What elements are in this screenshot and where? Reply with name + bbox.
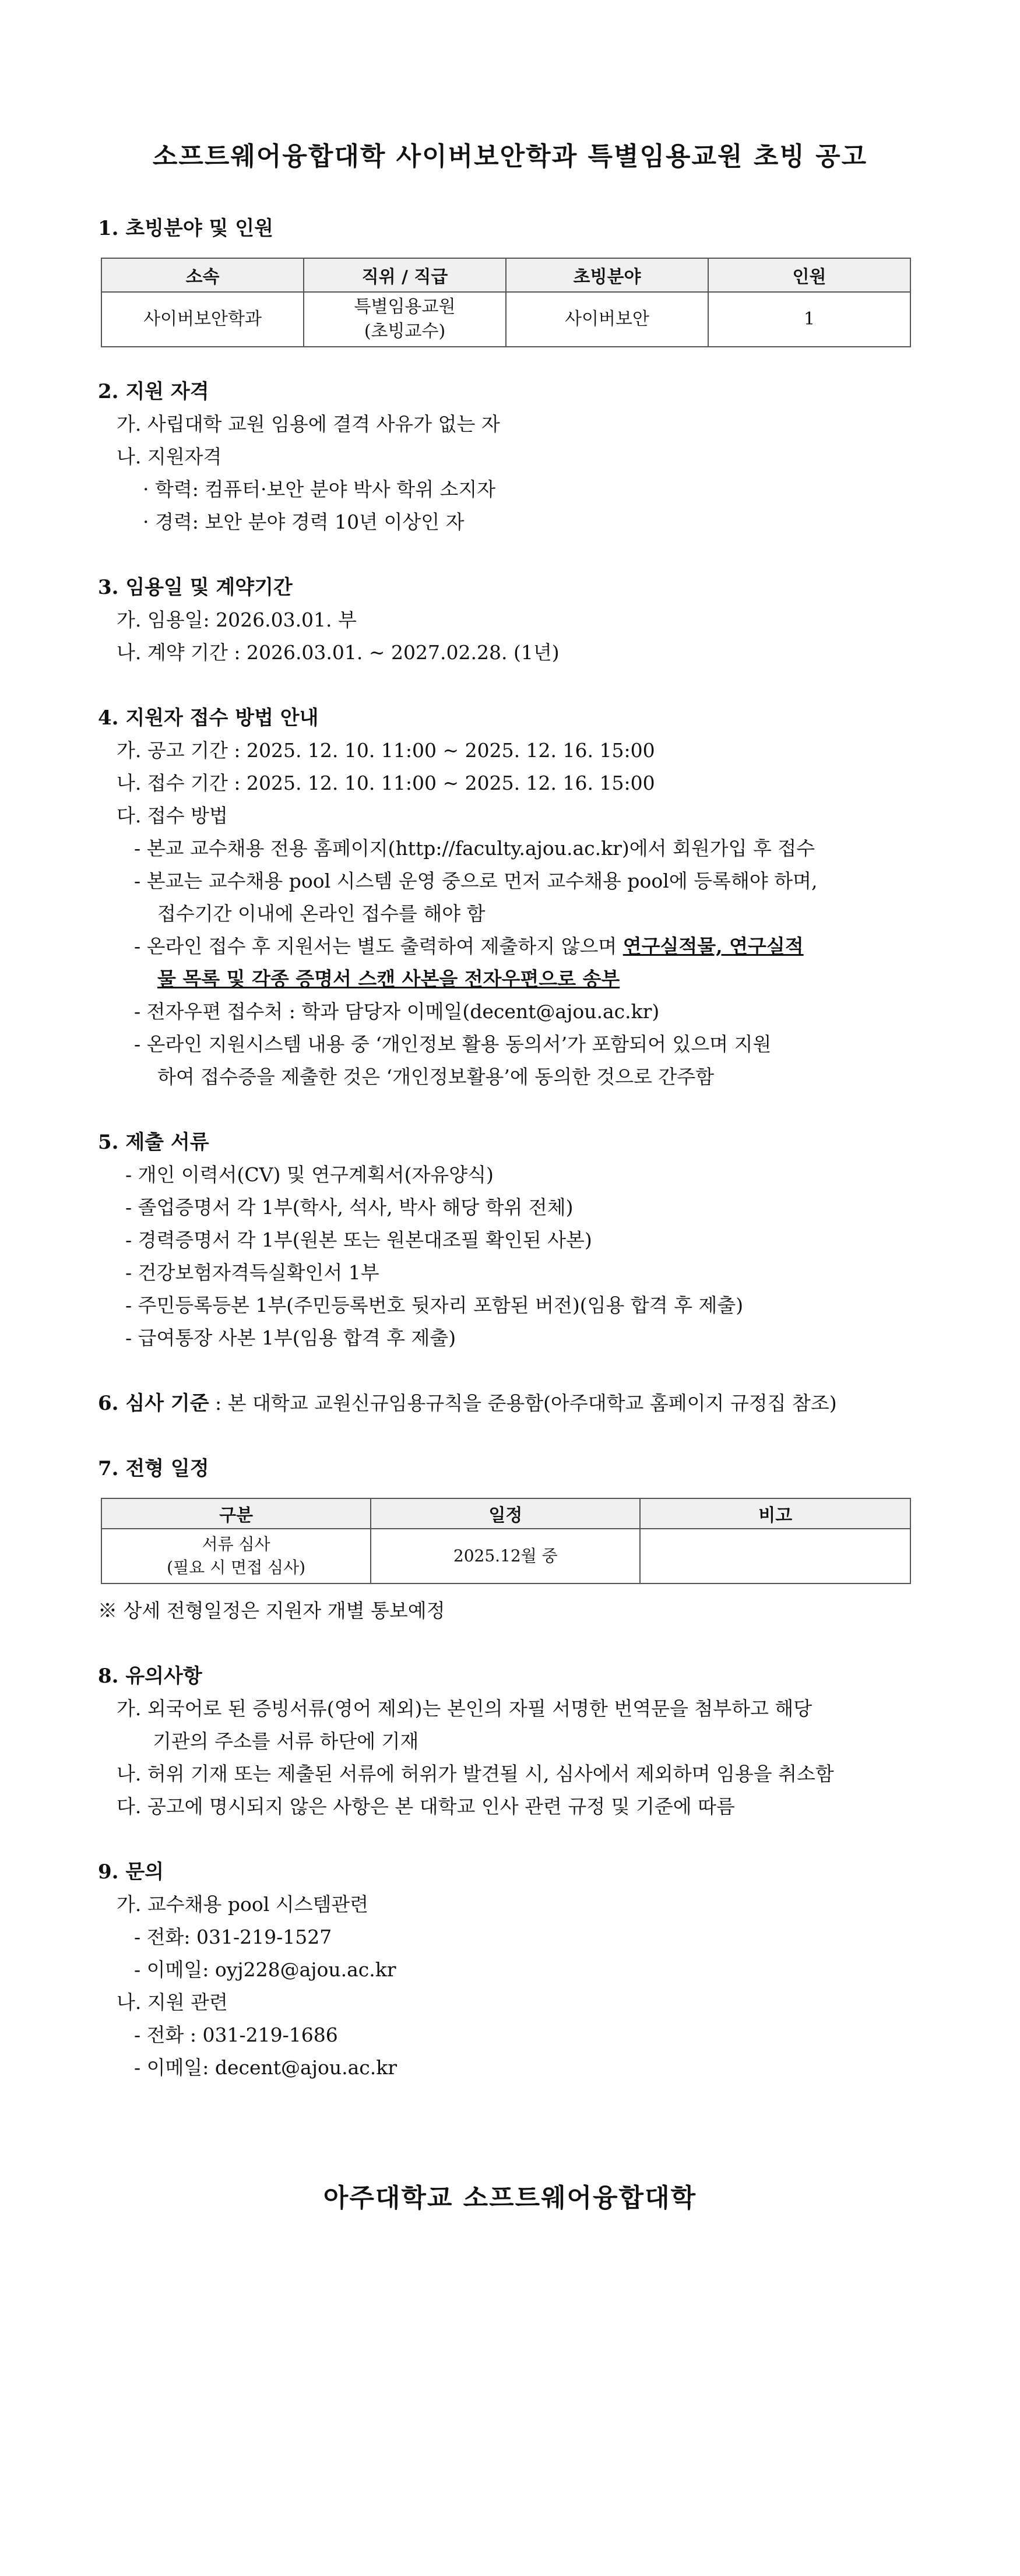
s3-item-b: 나. 계약 기간 : 2026.03.01. ~ 2027.02.28. (1년)	[117, 641, 560, 664]
section-9-heading: 9. 문의	[98, 1860, 164, 1884]
table-row	[101, 1529, 910, 1583]
s4-item-b: 나. 접수 기간 : 2025. 12. 10. 11:00 ~ 2025. 12. 16. 15:00	[117, 772, 655, 794]
s4-item-c5b: 하여 접수증을 제출한 것은 ‘개인정보활용’에 동의한 것으로 간주함	[157, 1065, 715, 1088]
s8-item-c: 다. 공고에 명시되지 않은 사항은 본 대학교 인사 관련 규정 및 기준에 따름	[117, 1795, 735, 1818]
s4-item-c4: - 전자우편 접수처 : 학과 담당자 이메일(decent@ajou.ac.kr)	[134, 1000, 660, 1023]
schedule-table	[101, 1498, 911, 1584]
s2-item-a: 가. 사립대학 교원 임용에 결격 사유가 없는 자	[117, 413, 500, 435]
cell-stage	[101, 1529, 371, 1583]
header-position: 직위 / 직급	[304, 258, 506, 292]
table-header-row	[101, 258, 910, 292]
s5-item: - 경력증명서 각 1부(원본 또는 원본대조필 확인된 사본)	[125, 1229, 592, 1251]
s5-item: - 급여통장 사본 1부(임용 합격 후 제출)	[125, 1326, 456, 1349]
page-title: 소프트웨어융합대학 사이버보안학과 특별임용교원 초빙 공고	[152, 142, 868, 171]
cell-stage-line2: (필요 시 면접 심사)	[167, 1558, 306, 1577]
header-count: 인원	[708, 258, 910, 292]
s4-item-c2b: 접수기간 이내에 온라인 접수를 해야 함	[157, 902, 486, 925]
header-date: 일정	[371, 1498, 640, 1529]
s9-item-b: 나. 지원 관련	[117, 1991, 228, 2014]
cell-stage-line1: 서류 심사	[202, 1535, 270, 1554]
s4-item-c3a-text: - 온라인 접수 후 지원서는 별도 출력하여 제출하지 않으며	[134, 935, 623, 958]
s4-item-c: 다. 접수 방법	[117, 804, 228, 827]
s4-item-c3a	[134, 935, 804, 958]
s9-item-b1: - 전화 : 031-219-1686	[134, 2024, 338, 2046]
cell-position-line2: (초빙교수)	[364, 321, 446, 342]
cell-note	[640, 1529, 910, 1583]
s4-item-c3a-emphasis: 연구실적물, 연구실적	[622, 935, 804, 958]
s2-item-b1: · 학력: 컴퓨터·보안 분야 박사 학위 소지자	[143, 478, 496, 501]
s4-item-c1: - 본교 교수채용 전용 홈페이지(http://faculty.ajou.ac.kr)에서 회원가입 후 접수	[134, 837, 815, 860]
section-5-heading: 5. 제출 서류	[98, 1131, 209, 1154]
s4-item-c3b: 물 목록 및 각종 증명서 스캔 사본을 전자우편으로 송부	[157, 967, 620, 990]
s5-item: - 건강보험자격득실확인서 1부	[125, 1261, 379, 1284]
section-3-heading: 3. 임용일 및 계약기간	[98, 576, 293, 599]
cell-date: 2025.12월 중	[371, 1529, 640, 1583]
header-stage: 구분	[101, 1498, 371, 1529]
s9-item-b2: - 이메일: decent@ajou.ac.kr	[134, 2056, 397, 2079]
section-6	[98, 1392, 837, 1415]
s4-item-c5a: - 온라인 지원시스템 내용 중 ‘개인정보 활용 동의서’가 포함되어 있으며 지원	[134, 1033, 772, 1055]
s5-item: - 개인 이력서(CV) 및 연구계획서(자유양식)	[125, 1163, 494, 1186]
recruitment-table	[101, 258, 911, 347]
section-8-heading: 8. 유의사항	[98, 1664, 202, 1688]
header-note: 비고	[640, 1498, 910, 1529]
s5-item: - 주민등록등본 1부(주민등록번호 뒷자리 포함된 버전)(임용 합격 후 제출)	[125, 1294, 744, 1317]
cell-position	[304, 292, 506, 347]
section-2-heading: 2. 지원 자격	[98, 380, 209, 403]
s8-item-b: 나. 허위 기재 또는 제출된 서류에 허위가 발견될 시, 심사에서 제외하며 임용을 취소함	[117, 1762, 834, 1785]
cell-position-line1: 특별임용교원	[354, 297, 456, 317]
s9-item-a: 가. 교수채용 pool 시스템관련	[117, 1893, 369, 1916]
s8-item-a1: 가. 외국어로 된 증빙서류(영어 제외)는 본인의 자필 서명한 번역문을 첨부하고 해당	[117, 1697, 813, 1720]
section-7-heading: 7. 전형 일정	[98, 1457, 209, 1480]
s8-item-a2: 기관의 주소를 서류 하단에 기재	[153, 1730, 419, 1752]
cell-dept: 사이버보안학과	[101, 292, 304, 347]
s3-item-a: 가. 임용일: 2026.03.01. 부	[117, 608, 357, 631]
header-dept: 소속	[101, 258, 304, 292]
cell-count: 1	[708, 292, 910, 347]
table-header-row	[101, 1498, 910, 1529]
section-4-heading: 4. 지원자 접수 방법 안내	[98, 706, 319, 730]
s5-item: - 졸업증명서 각 1부(학사, 석사, 박사 해당 학위 전체)	[125, 1196, 574, 1219]
s4-item-c2a: - 본교는 교수채용 pool 시스템 운영 중으로 먼저 교수채용 pool에 등록해야 하며,	[134, 870, 818, 892]
s2-item-b: 나. 지원자격	[117, 445, 222, 468]
s4-item-a: 가. 공고 기간 : 2025. 12. 10. 11:00 ~ 2025. 12. 16. 15:00	[117, 739, 655, 762]
s9-item-a2: - 이메일: oyj228@ajou.ac.kr	[134, 1958, 396, 1981]
header-field: 초빙분야	[506, 258, 708, 292]
section-6-text: : 본 대학교 교원신규임용규칙을 준용함(아주대학교 홈페이지 규정집 참조)	[209, 1392, 837, 1414]
s9-item-a1: - 전화: 031-219-1527	[134, 1926, 332, 1948]
s2-item-b2: · 경력: 보안 분야 경력 10년 이상인 자	[143, 511, 465, 533]
section-1-heading: 1. 초빙분야 및 인원	[98, 217, 273, 240]
table-row	[101, 292, 910, 347]
cell-field: 사이버보안	[506, 292, 708, 347]
schedule-footnote: ※ 상세 전형일정은 지원자 개별 통보예정	[98, 1599, 445, 1622]
section-6-heading: 6. 심사 기준	[98, 1392, 209, 1415]
footer-organization: 아주대학교 소프트웨어융합대학	[323, 2183, 697, 2213]
